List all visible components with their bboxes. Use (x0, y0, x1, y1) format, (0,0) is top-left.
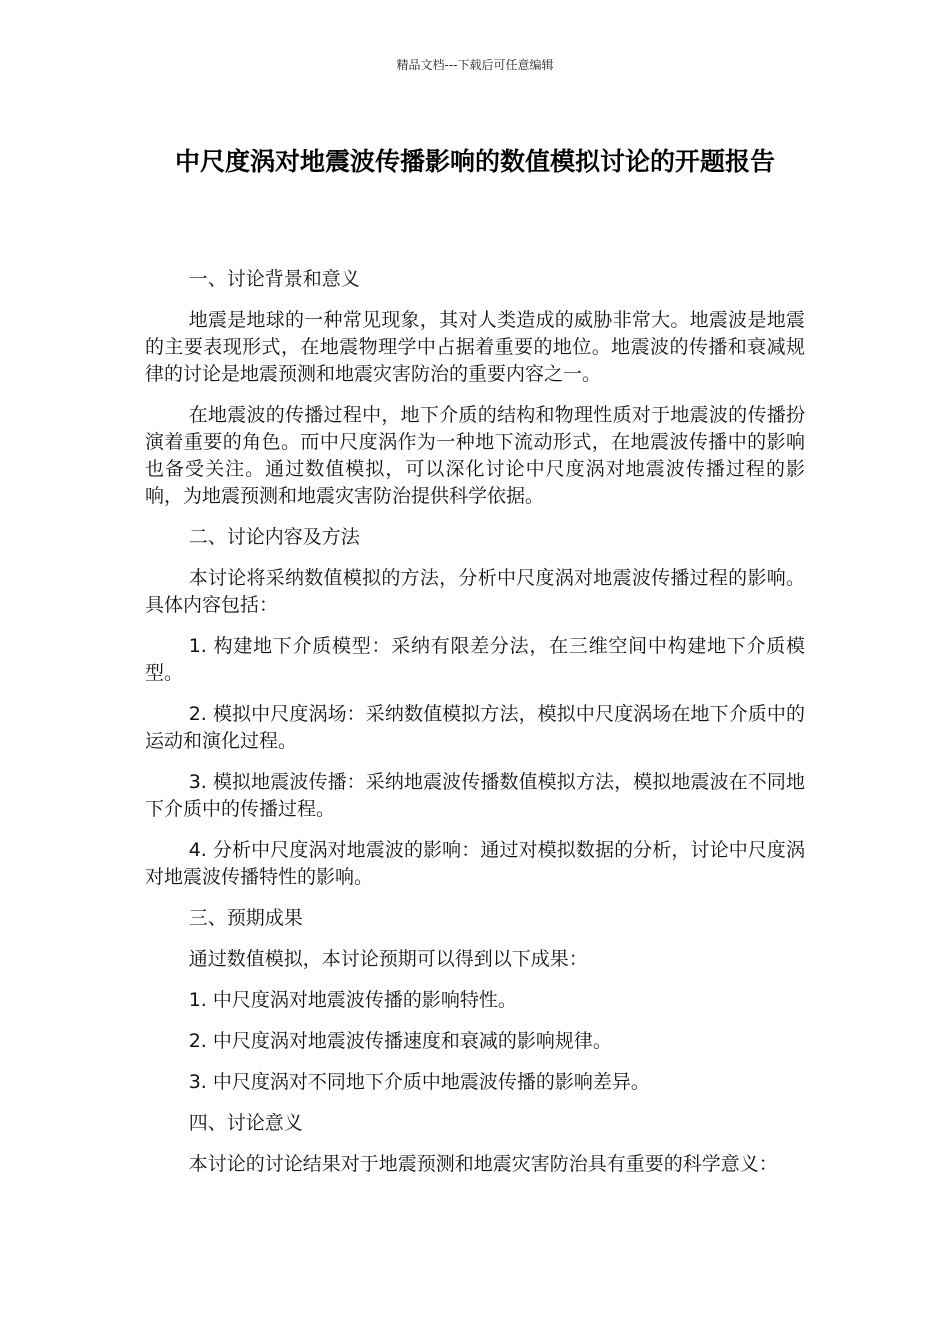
section-2-item-3: 3. 模拟地震波传播：采纳地震波传播数值模拟方法，模拟地震波在不同地下介质中的传播过程。 (145, 771, 805, 820)
header-note: 精品文档---下载后可任意编辑 (396, 58, 554, 72)
section-2-paragraph-1: 本讨论将采纳数值模拟的方法，分析中尺度涡对地震波传播过程的影响。具体内容包括： (145, 567, 805, 616)
section-2-heading: 二、讨论内容及方法 (188, 526, 360, 548)
section-2-item-1: 1. 构建地下介质模型：采纳有限差分法，在三维空间中构建地下介质模型。 (145, 635, 805, 684)
section-1-paragraph-1: 地震是地球的一种常见现象，其对人类造成的威胁非常大。地震波是地震的主要表现形式，在地震物理学中占据着重要的地位。地震波的传播和衰减规律的讨论是地震预测和地震灾害防治的重要内容之一。 (145, 309, 805, 385)
section-4-paragraph-1: 本讨论的讨论结果对于地震预测和地震灾害防治具有重要的科学意义： (188, 1153, 778, 1175)
section-3-paragraph-1: 通过数值模拟，本讨论预期可以得到以下成果： (188, 948, 588, 970)
document-body (145, 266, 805, 1192)
section-3-item-2: 2. 中尺度涡对地震波传播速度和衰减的影响规律。 (188, 1030, 612, 1052)
section-1-paragraph-2: 在地震波的传播过程中，地下介质的结构和物理性质对于地震波的传播扮演着重要的角色。而中尺度涡作为一种地下流动形式，在地震波传播中的影响也备受关注。通过数值模拟，可以深化讨论中尺度涡对地震波传播过程的影响，为地震预测和地震灾害防治提供科学依据。 (145, 404, 805, 507)
section-1-heading: 一、讨论背景和意义 (188, 268, 360, 290)
section-4-heading: 四、讨论意义 (188, 1112, 303, 1134)
document-title: 中尺度涡对地震波传播影响的数值模拟讨论的开题报告 (174, 147, 775, 176)
section-2-item-2: 2. 模拟中尺度涡场：采纳数值模拟方法，模拟中尺度涡场在地下介质中的运动和演化过程。 (145, 703, 805, 752)
section-3-item-3: 3. 中尺度涡对不同地下介质中地震波传播的影响差异。 (188, 1071, 650, 1093)
section-2-item-4: 4. 分析中尺度涡对地震波的影响：通过对模拟数据的分析，讨论中尺度涡对地震波传播特性的影响。 (145, 839, 805, 888)
section-3-heading: 三、预期成果 (188, 907, 303, 929)
section-3-item-1: 1. 中尺度涡对地震波传播的影响特性。 (188, 989, 517, 1011)
